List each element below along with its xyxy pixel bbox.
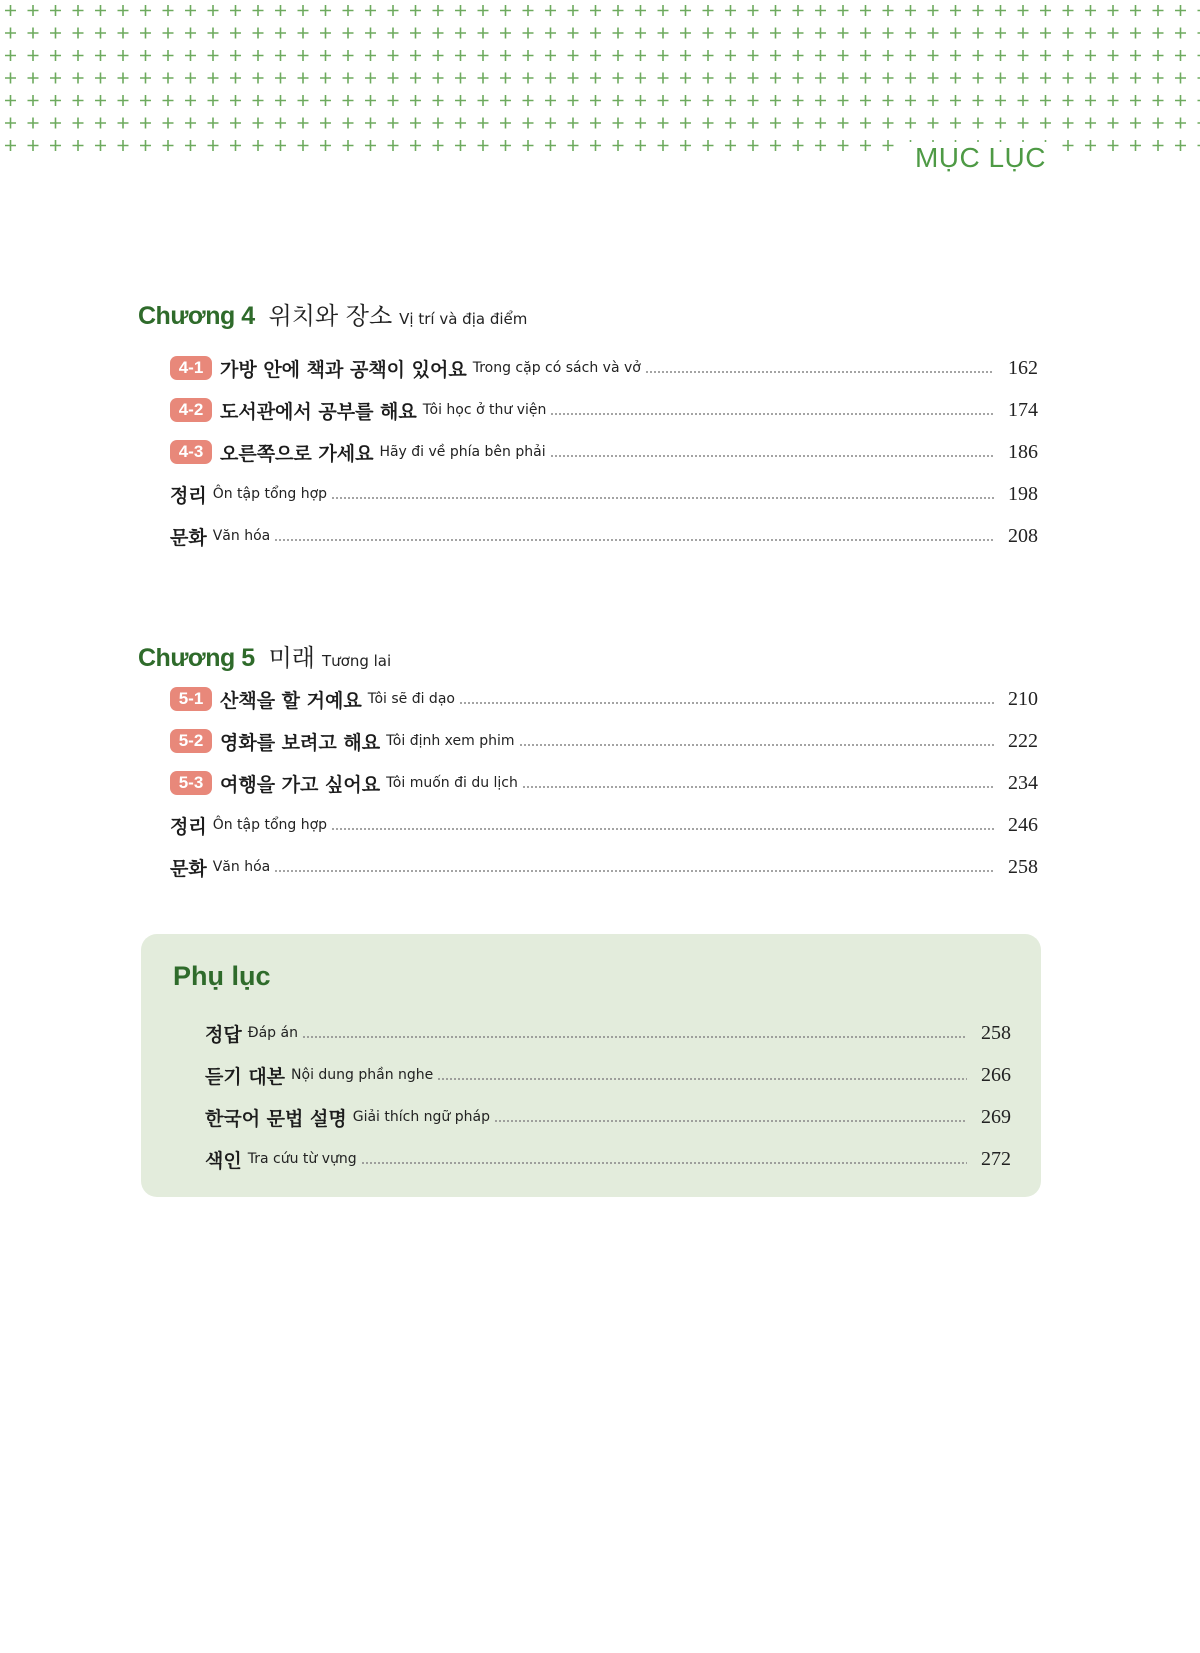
entry-title-ko: 색인	[205, 1149, 242, 1172]
entry-title-vi: Tôi muốn đi du lịch	[386, 775, 518, 791]
page-number: 210	[1008, 687, 1038, 710]
chapter-heading	[138, 638, 1038, 678]
toc-entry-4-2[interactable]	[170, 389, 1038, 431]
page-title: MỤC LỤC	[897, 142, 1060, 174]
toc-entry-review[interactable]	[170, 804, 1038, 846]
toc-entry-culture[interactable]	[170, 846, 1038, 888]
dot-leader	[494, 1120, 967, 1122]
entry-title-vi: Ôn tập tổng hợp	[212, 817, 328, 833]
toc-entry-5-3[interactable]	[170, 762, 1038, 804]
lesson-badge: 5-2	[170, 729, 212, 753]
dot-leader	[645, 371, 994, 373]
entry-title-ko: 한국어 문법 설명	[205, 1107, 347, 1130]
chapter-heading	[138, 296, 1038, 336]
page-number: 234	[1008, 771, 1038, 794]
page-number: 198	[1008, 482, 1038, 505]
entry-title-ko: 정답	[205, 1023, 242, 1046]
dot-leader	[361, 1162, 967, 1164]
dot-leader	[331, 828, 994, 830]
page-number: 258	[981, 1021, 1011, 1044]
chapter-title-ko: 위치와 장소	[268, 302, 393, 330]
page-number: 258	[1008, 855, 1038, 878]
page-number: 208	[1008, 524, 1038, 547]
chapter-title-vi: Vị trí và địa điểm	[399, 310, 528, 328]
entry-title-ko: 정리	[170, 815, 207, 838]
entry-title-ko: 정리	[170, 484, 207, 507]
entry-title-vi: Giải thích ngữ pháp	[352, 1109, 490, 1125]
dot-leader	[550, 413, 994, 415]
toc-entry-4-1[interactable]	[170, 347, 1038, 389]
toc-entry-culture[interactable]	[170, 515, 1038, 557]
toc-entry-5-2[interactable]	[170, 720, 1038, 762]
chapter-5-section	[138, 638, 1038, 888]
dot-leader	[522, 786, 994, 788]
entry-title-vi: Văn hóa	[212, 528, 271, 544]
entry-title-ko: 오른쪽으로 가세요	[220, 442, 374, 465]
entry-title-ko: 문화	[170, 857, 207, 880]
page-number: 222	[1008, 729, 1038, 752]
entry-title-ko: 영화를 보려고 해요	[220, 731, 381, 754]
page-number: 266	[981, 1063, 1011, 1086]
toc-entry-review[interactable]	[170, 473, 1038, 515]
entry-title-vi: Trong cặp có sách và vở	[472, 360, 641, 376]
entry-title-ko: 문화	[170, 526, 207, 549]
dot-leader	[302, 1036, 967, 1038]
toc-entry-answers[interactable]	[205, 1012, 1011, 1054]
chapter-4-section	[138, 296, 1038, 557]
toc-entry-5-1[interactable]	[170, 678, 1038, 720]
entry-title-vi: Văn hóa	[212, 859, 271, 875]
entry-title-ko: 듣기 대본	[205, 1065, 286, 1088]
lesson-badge: 5-3	[170, 771, 212, 795]
entry-title-vi: Hãy đi về phía bên phải	[379, 444, 546, 460]
page-number: 174	[1008, 398, 1038, 421]
entry-title-vi: Ôn tập tổng hợp	[212, 486, 328, 502]
chapter-title-ko: 미래	[268, 644, 315, 672]
page-number: 162	[1008, 356, 1038, 379]
page-number: 186	[1008, 440, 1038, 463]
entry-title-ko: 산책을 할 거예요	[220, 689, 362, 712]
lesson-badge: 4-1	[170, 356, 212, 380]
entry-title-vi: Tra cứu từ vựng	[247, 1151, 357, 1167]
dot-leader	[550, 455, 994, 457]
toc-entry-index[interactable]	[205, 1138, 1011, 1180]
lesson-badge: 5-1	[170, 687, 212, 711]
dot-leader	[331, 497, 994, 499]
entry-title-vi: Nội dung phần nghe	[291, 1067, 434, 1083]
dot-leader	[459, 702, 994, 704]
chapter-number: Chương 5	[138, 644, 255, 672]
appendix-box	[141, 934, 1041, 1197]
dot-leader	[274, 539, 994, 541]
entry-title-vi: Tôi định xem phim	[386, 733, 515, 749]
page-number: 269	[981, 1105, 1011, 1128]
entry-title-ko: 여행을 가고 싶어요	[220, 773, 381, 796]
dot-leader	[437, 1078, 967, 1080]
page-number: 272	[981, 1147, 1011, 1170]
appendix-title: Phụ lục	[173, 961, 271, 991]
entry-title-vi: Tôi sẽ đi dạo	[367, 691, 455, 707]
entry-title-ko: 가방 안에 책과 공책이 있어요	[220, 358, 467, 381]
dot-leader	[519, 744, 994, 746]
entry-title-vi: Đáp án	[247, 1025, 298, 1041]
plus-pattern-decoration	[0, 0, 1200, 160]
lesson-badge: 4-3	[170, 440, 212, 464]
toc-entry-listening-script[interactable]	[205, 1054, 1011, 1096]
entry-title-ko: 도서관에서 공부를 해요	[220, 400, 417, 423]
toc-entry-grammar[interactable]	[205, 1096, 1011, 1138]
lesson-badge: 4-2	[170, 398, 212, 422]
chapter-number: Chương 4	[138, 302, 255, 330]
page-number: 246	[1008, 813, 1038, 836]
entry-title-vi: Tôi học ở thư viện	[422, 402, 547, 418]
dot-leader	[274, 870, 994, 872]
toc-entry-4-3[interactable]	[170, 431, 1038, 473]
chapter-title-vi: Tương lai	[321, 652, 392, 670]
